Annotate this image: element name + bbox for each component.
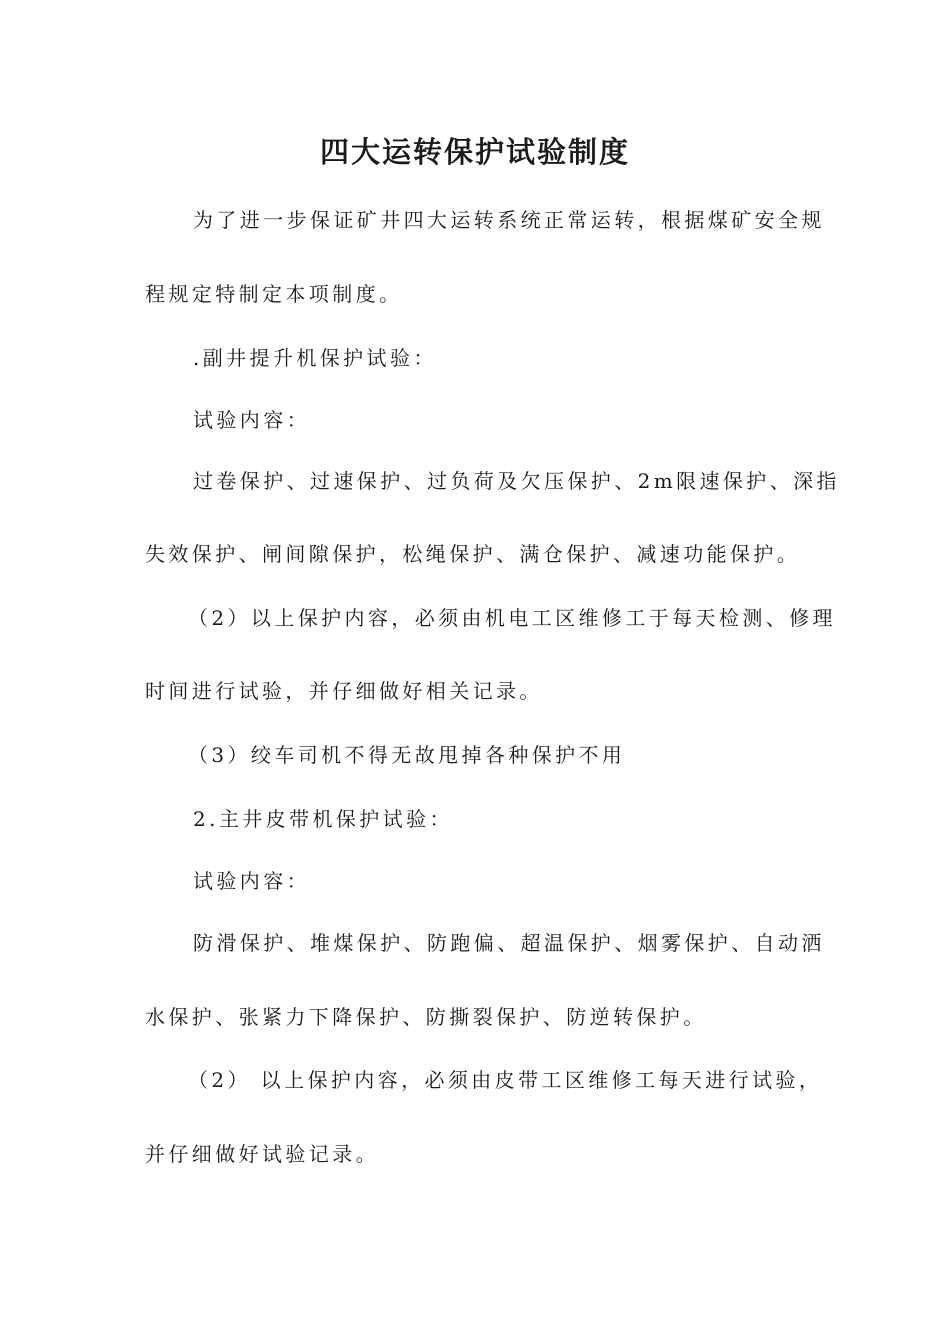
paragraph-intro-line-2: 程规定特制定本项制度。 xyxy=(145,282,403,306)
section-2-item-2-line-1: （2） 以上保护内容，必须由皮带工区维修工每天进行试验， xyxy=(188,1068,823,1092)
section-2-item-2-line-2: 并仔细做好试验记录。 xyxy=(145,1142,379,1166)
section-2-heading: 2.主井皮带机保护试验： xyxy=(193,807,453,831)
section-2-content-line-1: 防滑保护、堆煤保护、防跑偏、超温保护、烟雾保护、自动洒 xyxy=(193,931,825,955)
section-1-item-2-line-1: （2）以上保护内容，必须由机电工区维修工于每天检测、修理 xyxy=(188,606,836,630)
section-1-content-line-1: 过卷保护、过速保护、过负荷及欠压保护、2m限速保护、深指 xyxy=(193,469,840,493)
section-2-content-label: 试验内容： xyxy=(193,869,310,893)
section-1-content-line-2: 失效保护、闸间隙保护，松绳保护、满仓保护、减速功能保护。 xyxy=(145,542,801,566)
section-2-content-line-2: 水保护、张紧力下降保护、防撕裂保护、防逆转保护。 xyxy=(145,1005,707,1029)
section-1-item-2-line-2: 时间进行试验，并仔细做好相关记录。 xyxy=(145,679,543,703)
section-1-heading: .副井提升机保护试验： xyxy=(193,346,437,370)
document-title: 四大运转保护试验制度 xyxy=(319,135,630,169)
paragraph-intro-line-1: 为了进一步保证矿井四大运转系统正常运转，根据煤矿安全规 xyxy=(193,208,825,232)
section-1-item-3: （3）绞车司机不得无故甩掉各种保护不用 xyxy=(188,743,626,767)
section-1-content-label: 试验内容： xyxy=(193,408,310,432)
